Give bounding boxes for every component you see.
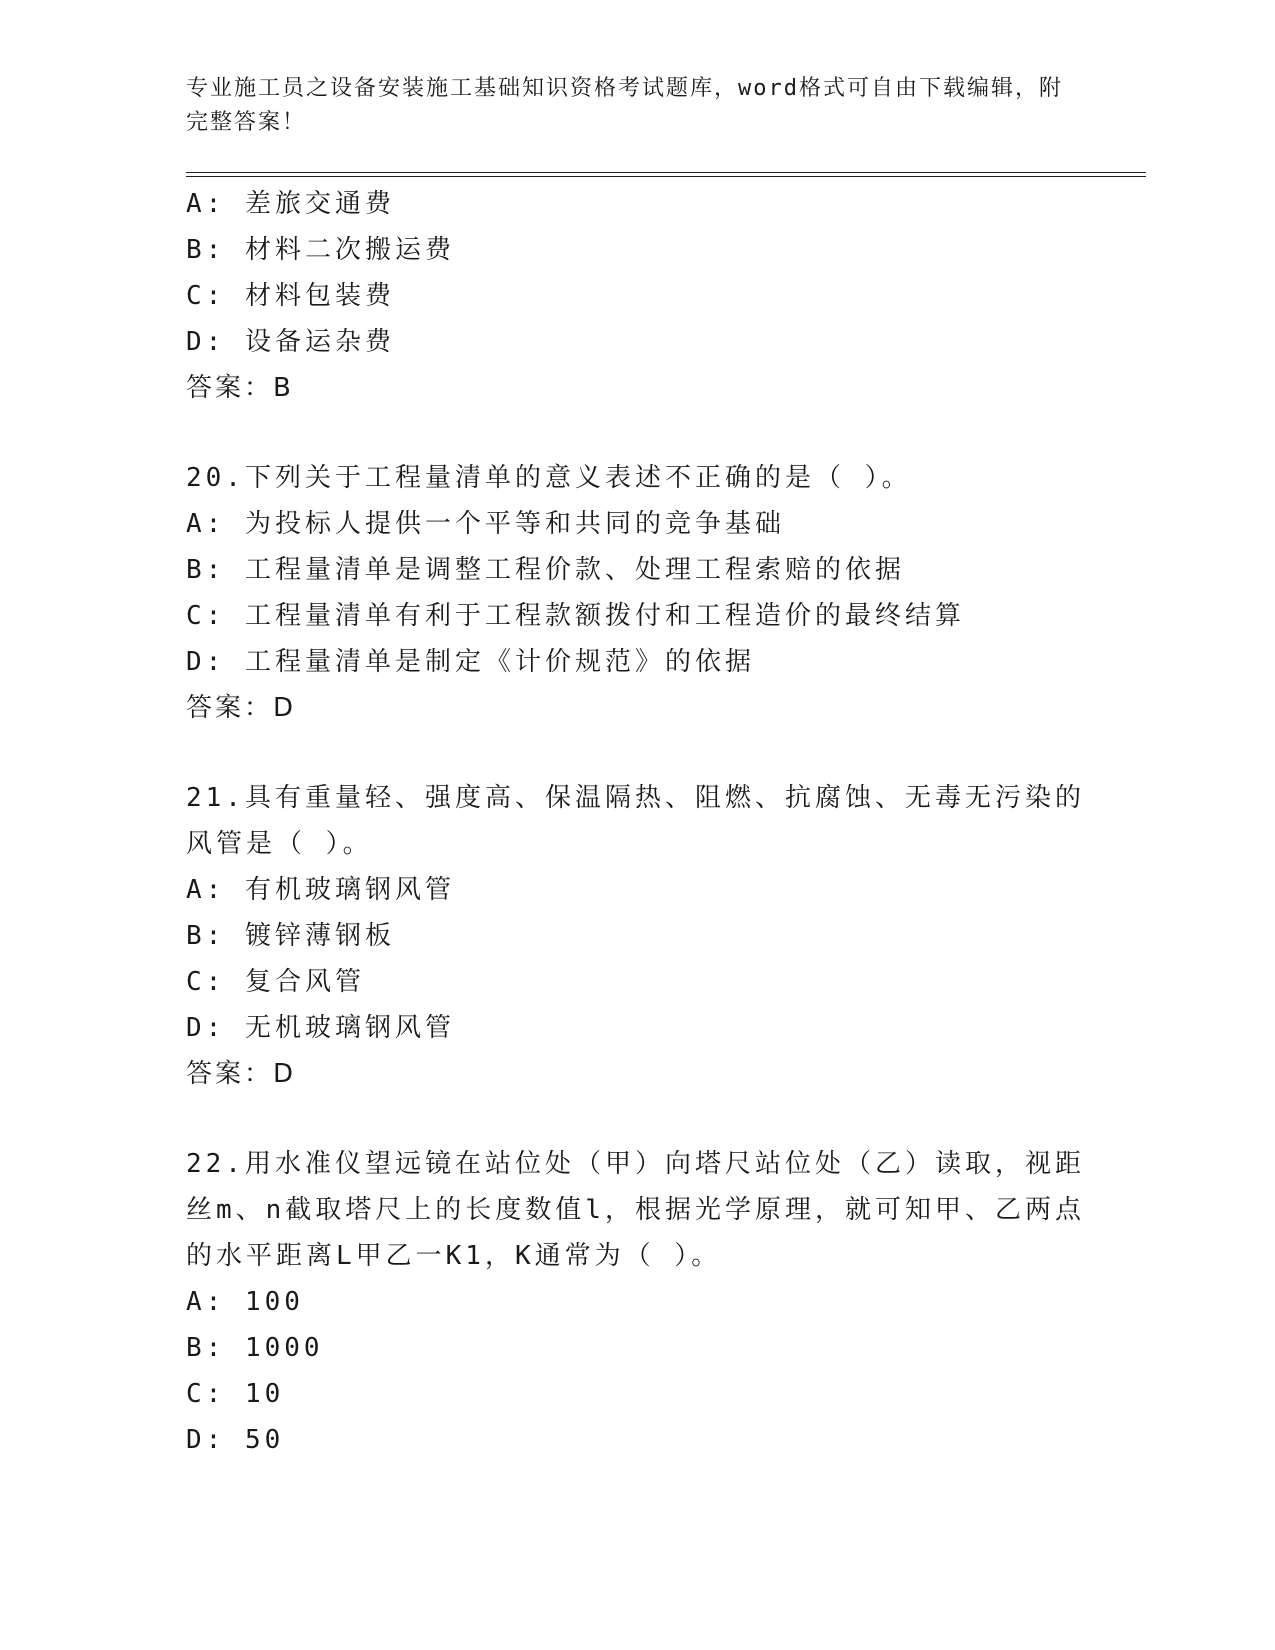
option-c: C: 10 <box>186 1379 285 1409</box>
answer: 答案：B <box>186 373 294 403</box>
prev-question-options <box>186 181 1146 411</box>
question-22 <box>186 1141 1146 1463</box>
answer: 答案：D <box>186 693 297 723</box>
option-c: C: 复合风管 <box>186 967 365 997</box>
header-divider <box>186 172 1146 177</box>
option-c: C: 材料包装费 <box>186 281 395 311</box>
question-text: 22.用水准仪望远镜在站位处（甲）向塔尺站位处（乙）读取，视距丝m、n截取塔尺上的长度数值l，根据光学原理，就可知甲、乙两点的水平距离L甲乙一K1，K通常为（ ）。 <box>186 1149 1085 1271</box>
header-text: 专业施工员之设备安装施工基础知识资格考试题库，word格式可自由下载编辑，附完整答案！ <box>186 76 1063 135</box>
question-text: 20.下列关于工程量清单的意义表述不正确的是（ ）。 <box>186 463 912 493</box>
option-d: D: 工程量清单是制定《计价规范》的依据 <box>186 647 755 677</box>
option-d: D: 50 <box>186 1425 285 1455</box>
option-a: A: 有机玻璃钢风管 <box>186 875 455 905</box>
question-20 <box>186 455 1146 731</box>
option-b: B: 1000 <box>186 1333 324 1363</box>
answer: 答案：D <box>186 1059 297 1089</box>
option-d: D: 无机玻璃钢风管 <box>186 1013 455 1043</box>
question-21 <box>186 775 1146 1097</box>
option-c: C: 工程量清单有利于工程款额拨付和工程造价的最终结算 <box>186 601 965 631</box>
option-a: A: 为投标人提供一个平等和共同的竞争基础 <box>186 509 785 539</box>
question-text: 21.具有重量轻、强度高、保温隔热、阻燃、抗腐蚀、无毒无污染的风管是（ ）。 <box>186 783 1085 859</box>
option-b: B: 工程量清单是调整工程价款、处理工程索赔的依据 <box>186 555 905 585</box>
option-b: B: 镀锌薄钢板 <box>186 921 395 951</box>
option-d: D: 设备运杂费 <box>186 327 395 357</box>
option-b: B: 材料二次搬运费 <box>186 235 455 265</box>
option-a: A: 100 <box>186 1287 304 1317</box>
document-page <box>186 72 1146 1463</box>
option-a: A: 差旅交通费 <box>186 189 395 219</box>
content <box>186 181 1146 1463</box>
header-divider-inner <box>186 176 1146 177</box>
